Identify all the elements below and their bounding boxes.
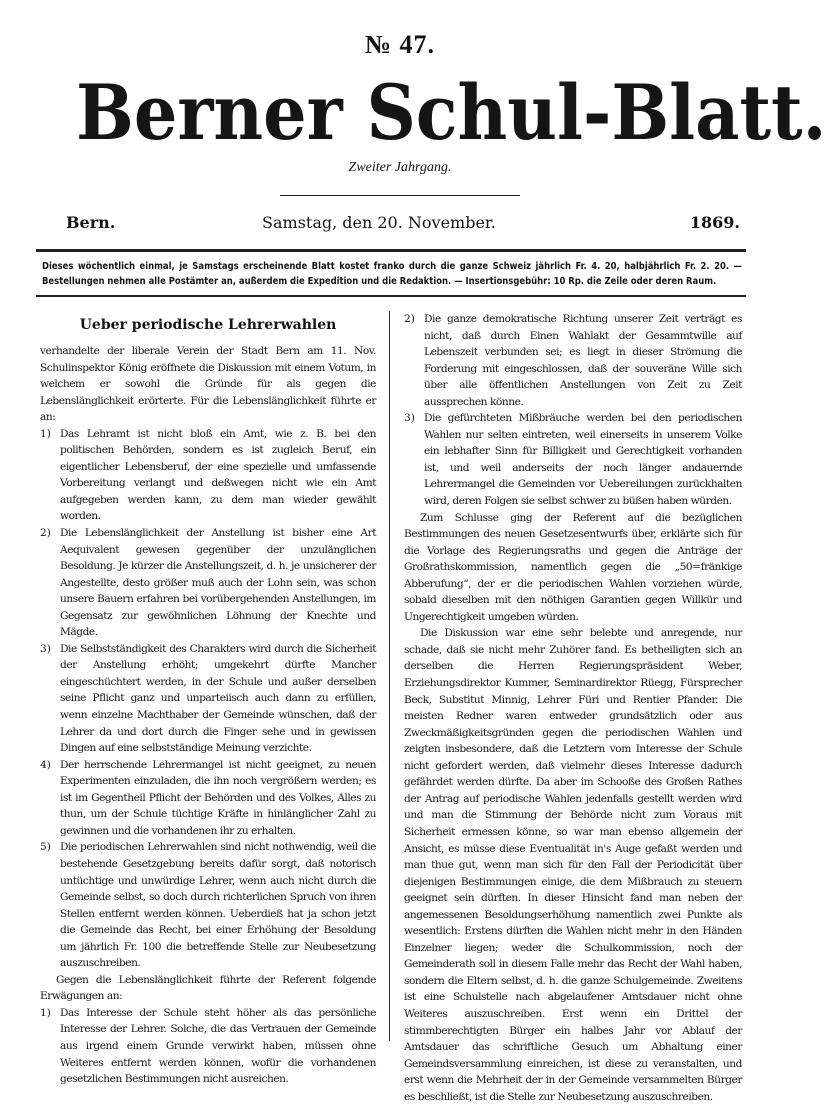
column-divider (389, 311, 390, 1041)
article-intro: verhandelte der liberale Verein der Stadt Bern am 11. Nov. Schulinspektor König eröffnete die Diskussion mit einem Votum, in welchem er sowohl die Gründe für als gegen die Lebenslänglichkeit erörterte. Für die Lebenslänglichkeit führte er an: (40, 345, 376, 424)
point-text: Die periodischen Lehrerwahlen sind nicht nothwendig, weil die bestehende Gesetzgebung bereits dafür sorgt, daß notorisch untüchtige und unwürdige Lehrer, wenn auch nicht durch die Gemeinde selbst, so doch durch richterlichen Spruch von ihren Stellen entfernt werden können. Ueberdieß hat ja schon jetzt die Gemeinde das Recht, bei einer Erhöhung der Besoldung um jährlich Fr. 100 die betreffende Stelle zur Neubesetzung auszuschreiben. (60, 841, 376, 970)
point-text: Die gefürchteten Mißbräuche werden bei den periodischen Wahlen nur selten eintreten, weil einerseits in unserem Volke ein lebhafter Sinn für Billigkeit und Gerechtigkeit vorhanden ist, und weil anderseits der noch länger andauernde Lehrermangel die Gemeinden vor Uebereilungen zurückhalten wird, deren Folgen sie selbst schwer zu büßen haben würden. (424, 412, 742, 508)
pro-point (40, 757, 376, 840)
point-number: 2) (404, 313, 415, 325)
header-rule (36, 249, 746, 252)
pro-point (40, 641, 376, 757)
contra-point (40, 1005, 376, 1088)
contra-point (404, 410, 742, 509)
point-number: 2) (40, 527, 51, 540)
masthead-divider (280, 195, 520, 196)
contra-point (404, 311, 742, 410)
article-title: Ueber periodische Lehrerwahlen (79, 317, 337, 333)
subscription-notice: Dieses wöchentlich einmal, je Samstags erscheinende Blatt kostet franko durch die ganze Schweiz jährlich Fr. 4. 20, halbjährlich Fr. 2. 20. — Bestellungen nehmen alle Postämter an, außerdem die Expedition und die Redaktion. — Insertionsgebühr: 10 Rp. die Zeile oder deren Raum. (42, 261, 742, 287)
contra-intro: Gegen die Lebenslänglichkeit führte der Referent folgende Erwägungen an: (40, 973, 376, 1003)
dateline-place: Bern. (66, 213, 116, 232)
pro-point (40, 426, 376, 525)
point-number: 4) (40, 758, 51, 771)
point-text: Das Interesse der Schule steht höher als das persönliche Interesse der Lehrer. Solche, die das Vertrauen der Gemeinde aus irgend einem Grunde verwirkt haben, müssen ohne Weiteres entfernt werden können, wofür die vorhandenen gesetzlichen Bestimmungen nicht ausreichen. (60, 1006, 376, 1086)
dateline-year: 1869. (689, 213, 740, 232)
point-number: 5) (40, 841, 51, 854)
dateline (66, 213, 740, 237)
pro-point (40, 525, 376, 641)
point-number: 1) (40, 427, 51, 440)
pro-point (40, 839, 376, 971)
masthead-title: Berner Schul-Blatt. (76, 68, 826, 157)
point-number: 3) (404, 412, 415, 425)
edition-line: Zweiter Jahrgang. (348, 160, 452, 175)
dateline-date: Samstag, den 20. November. (262, 213, 496, 232)
point-text: Die ganze demokratische Richtung unserer Zeit verträgt es nicht, daß durch Einen Wahlakt der Gesammtwille auf Lebenszeit verbunden sei; es liegt in dieser Strömung die Forderung mit eingeschlossen, daß der souveräne Wille sich über alle öffentlichen Anstellungen von Zeit zu Zeit aussprechen könne. (424, 313, 742, 408)
right-column (404, 311, 742, 1105)
article-paragraph: Die Diskussion war eine sehr belebte und anregende, nur schade, daß sie nicht mehr Zuhörer fand. Es betheiligten sich an derselben die Herren Regierungspräsident Weber, Erziehungsdirektor Kummer, Seminardirektor Rüegg, Fürsprecher Beck, Substitut Minnig, Lehrer Füri und Rentier Pfander. Die meisten Redner waren entweder grundsätzlich oder aus Zweckmäßigkeitsgründen gegen die periodischen Wahlen und zeigten insbesondere, daß die Letztern vom Interesse der Schule nicht gefordert werden, daß vielmehr dieses Interesse dadurch gefährdet werden dürfte. Da aber im Schooße des Großen Rathes der Antrag auf periodische Wahlen jedenfalls gestellt werden wird und man die Stimmung der Behörde nicht zum Voraus mit Sicherheit ermessen könne, so war man ebenso allgemein der Ansicht, es müsse diese Eventualität in's Auge gefaßt werden und man thue gut, wenn man sich für den Fall der Periodicität über diejenigen Bestimmungen einige, die dem Mißbrauch zu steuern geeignet sein dürften. In dieser Hinsicht fand man neben der angemessenen Besoldungserhöhung namentlich zwei Punkte als wesentlich: Erstens dürften die Wahlen nicht mehr in den Händen Einzelner liegen; weder die Schulkommission, noch der Gemeinderath soll in diesem Falle mehr das Recht der Wahl haben, sondern die Eltern selbst, d. h. die ganze Schulgemeinde. Zweitens ist eine Schulstelle nach abgelaufener Amtsdauer nicht ohne Weiteres auszuschreiben. Erst wenn ein Drittel der stimmberechtigten Bürger ein halbes Jahr vor Ablauf der Amtsdauer das schriftliche Gesuch um Abhaltung einer Gemeindsversammlung einreichen, ist diese zu veranstalten, und erst wenn die Mehrheit der in der Gemeinde versammelten Bürger es beschließt, ist die Stelle zur Neubesetzung auszuschreiben. (404, 627, 742, 1103)
issue-number: № 47. (364, 30, 436, 59)
notice-rule (36, 295, 746, 297)
point-text: Die Lebenslänglichkeit der Anstellung ist bisher eine Art Aequivalent gewesen gegenüber der unzulänglichen Besoldung. Je kürzer die Anstellungszeit, d. h. je unsicherer der Angestellte, desto größer muß auch der Lohn sein, was schon unsere Bauern erfahren bei vorübergehenden Anstellungen, im Gegensatz zur gewöhnlichen Löhnung der Knechte und Mägde. (60, 527, 376, 639)
point-number: 1) (40, 1006, 51, 1019)
article-paragraph: Zum Schlusse ging der Referent auf die bezüglichen Bestimmungen des neuen Gesetzesentwurfs über, erklärte sich für die Vorlage des Regierungsraths und gegen die Anträge der Großrathskommission, namentlich gegen die „50=fränkige Abberufung“, der er die periodischen Wahlen vorziehen würde, sobald dieselben mit den nöthigen Garantien gegen Willkür und Ungerechtigkeit umgeben würden. (404, 511, 742, 623)
point-text: Die Selbstständigkeit des Charakters wird durch die Sicherheit der Anstellung erhöht; umgekehrt dürfte Mancher eingeschüchtert werden, in der Schule und außer derselben seine Pflicht ganz und unparteiisch auch dann zu erfüllen, wenn einzelne Machthaber der Gemeinde wünschen, daß der Lehrer da und dort durch die Finger sehe und in gewissen Dingen auf eine selbstständige Meinung verzichte. (60, 642, 376, 755)
point-text: Der herrschende Lehrermangel ist nicht geeignet, zu neuen Experimenten einzuladen, die ihn noch vergrößern werden; es ist im Gegentheil Pflicht der Behörden und des Volkes, Alles zu thun, um der Schule tüchtige Kräfte in hinlänglicher Zahl zu gewinnen und die vorhandenen ihr zu erhalten. (60, 758, 376, 837)
point-number: 3) (40, 642, 51, 655)
point-text: Das Lehramt ist nicht bloß ein Amt, wie z. B. bei den politischen Behörden, sondern es ist zugleich Beruf, ein eigentlicher Lebensberuf, der eine spezielle und umfassende Vorbereitung verlangt und deßwegen nicht wie ein Amt aufgegeben werden kann, zu dem man wieder gewählt worden. (60, 427, 376, 523)
left-column (40, 311, 376, 1088)
